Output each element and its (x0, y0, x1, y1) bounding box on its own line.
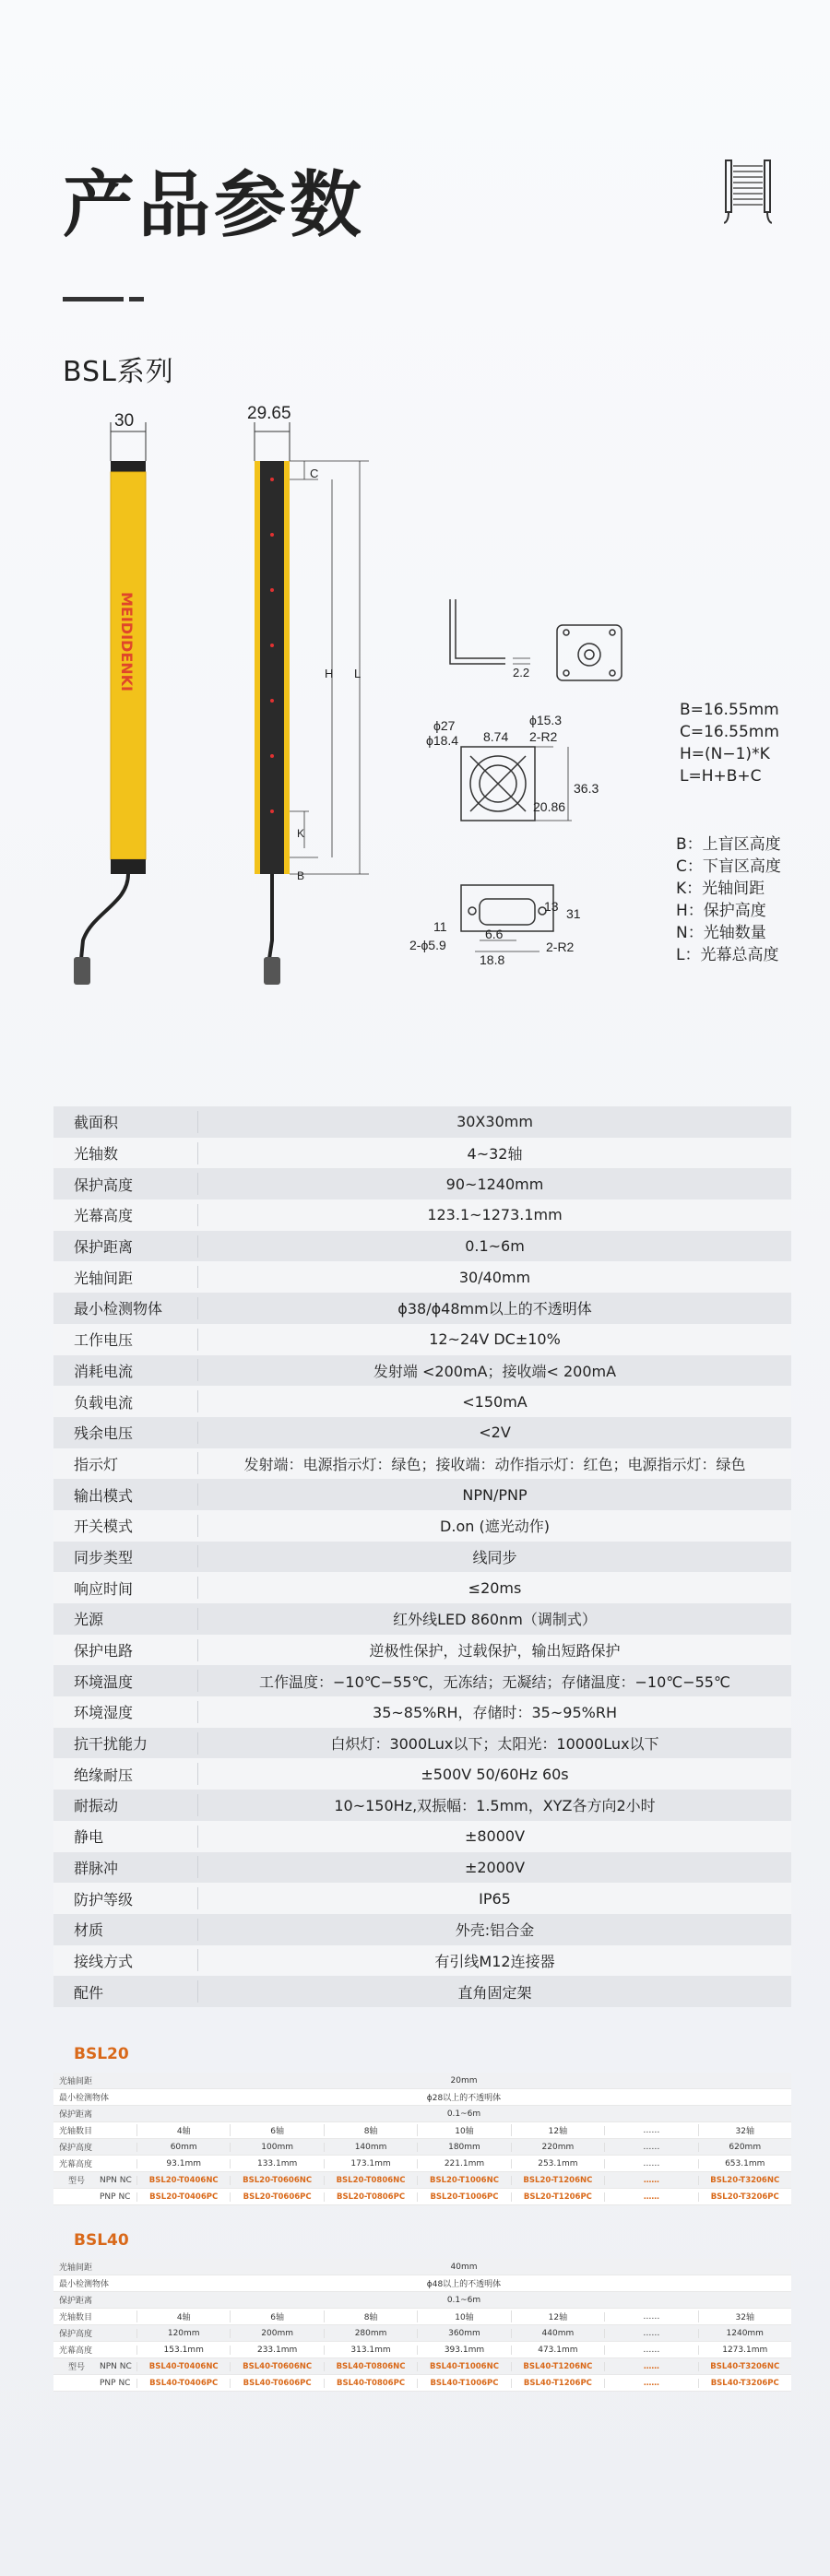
model-code: BSL20-T1006PC (417, 2192, 510, 2202)
model-output-label: NPN NC (100, 2175, 132, 2185)
spec-value: D.on (遮光动作) (440, 1518, 550, 1536)
spec-label: 残余电压 (74, 1424, 134, 1443)
model-title-bsl20: BSL20 (74, 2045, 129, 2063)
spec-value: 发射端：电源指示灯：绿色；接收端：动作指示灯：红色；电源指示灯：绿色 (243, 1455, 746, 1473)
side-view (247, 404, 369, 985)
model-row (53, 2325, 791, 2342)
model-row (53, 2073, 791, 2089)
spec-value: 外壳:铝合金 (455, 1921, 535, 1940)
model-row-label: 保护高度 (59, 2144, 93, 2153)
dim-phi153: ϕ15.3 (529, 713, 563, 727)
model-code: BSL40-T1006NC (417, 2362, 510, 2371)
model-cell: 4轴 (136, 2310, 230, 2322)
spec-value: ≤20ms (468, 1578, 522, 1597)
model-cell: …… (604, 2159, 697, 2168)
model-code: BSL20-T0806PC (324, 2192, 417, 2202)
label-C: C (310, 467, 319, 480)
spec-label: 截面积 (74, 1114, 119, 1132)
dim-r2a: 2-R2 (529, 729, 558, 744)
model-row-label: 保护距离 (59, 2110, 93, 2120)
key-item: B：上盲区高度 (676, 835, 781, 854)
spec-value: 4~32轴 (467, 1145, 523, 1164)
model-cell: 32轴 (698, 2124, 791, 2136)
bracket-side (450, 599, 530, 664)
spec-table (53, 1106, 791, 2007)
model-row-label: 光轴间距 (59, 2263, 93, 2273)
spec-row (53, 1355, 791, 1387)
dim-2086: 20.86 (533, 799, 566, 814)
spec-row (53, 1199, 791, 1231)
model-code: BSL40-T0806NC (324, 2362, 417, 2371)
spec-label: 防护等级 (74, 1890, 134, 1908)
dim-phi18: ϕ18.4 (426, 733, 459, 748)
model-cell: …… (604, 2126, 697, 2135)
model-row (53, 2189, 791, 2205)
dim-11: 11 (433, 919, 447, 934)
spec-row (53, 1728, 791, 1759)
spec-label: 群脉冲 (74, 1859, 119, 1877)
formula-item: L=H+B+C (680, 767, 762, 786)
brand-label: MEIDIDENKI (118, 592, 136, 691)
dim-r2b: 2-R2 (546, 939, 575, 954)
model-cell: 120mm (136, 2329, 230, 2338)
spec-label: 开关模式 (74, 1518, 134, 1536)
spec-value: 30/40mm (458, 1268, 531, 1286)
model-code: BSL20-T0406NC (136, 2176, 230, 2185)
spec-row (53, 1106, 791, 1138)
model-cell: …… (604, 2329, 697, 2338)
model-cell: 173.1mm (324, 2159, 417, 2168)
dim-363: 36.3 (574, 781, 599, 796)
spec-value: 30X30mm (456, 1113, 533, 1131)
dim-188: 18.8 (480, 952, 505, 967)
spec-label: 抗干扰能力 (74, 1735, 148, 1754)
spec-label: 保护高度 (74, 1176, 134, 1194)
model-cell: 313.1mm (324, 2346, 417, 2355)
spec-label: 负载电流 (74, 1393, 134, 1412)
spec-value: <2V (479, 1424, 511, 1442)
model-code: BSL40-T1006PC (417, 2379, 510, 2388)
model-row-value: 0.1~6m (446, 2295, 481, 2305)
label-L: L (354, 667, 362, 680)
model-row-label: 光幕高度 (59, 2160, 93, 2169)
page-title: 产品参数 (63, 164, 366, 247)
model-row (53, 2106, 791, 2122)
spec-label: 消耗电流 (74, 1362, 134, 1380)
spec-value: 逆极性保护，过载保护，输出短路保护 (369, 1642, 621, 1660)
model-code: BSL20-T3206NC (698, 2176, 791, 2185)
spec-label: 最小检测物体 (74, 1300, 163, 1318)
spec-label: 耐振动 (74, 1797, 119, 1815)
model-row-value: ϕ48以上的不透明体 (426, 2280, 502, 2289)
model-cell: 153.1mm (136, 2346, 230, 2355)
spec-label: 响应时间 (74, 1579, 134, 1598)
spec-label: 接线方式 (74, 1952, 134, 1970)
model-cell: 8轴 (324, 2310, 417, 2322)
spec-value: 35~85%RH，存储时：35~95%RH (373, 1704, 617, 1722)
spec-label: 环境温度 (74, 1672, 134, 1691)
key-item: C：下盲区高度 (676, 857, 781, 876)
model-cell: 200mm (230, 2329, 323, 2338)
model-code: …… (604, 2379, 697, 2388)
spec-row (53, 1261, 791, 1293)
model-code: BSL20-T1206NC (511, 2176, 604, 2185)
spec-row (53, 1635, 791, 1666)
key-item: K：光轴间距 (676, 880, 765, 898)
spec-label: 同步类型 (74, 1548, 134, 1566)
label-H: H (325, 667, 334, 680)
dim-width-front: 30 (114, 411, 135, 431)
model-cell: 8轴 (324, 2124, 417, 2136)
model-cell: 1273.1mm (698, 2346, 791, 2355)
model-cell: 220mm (511, 2143, 604, 2152)
model-type-label: 型号 (67, 2363, 85, 2372)
model-code: …… (604, 2192, 697, 2202)
model-type-label: 型号 (67, 2177, 85, 2186)
dim-2-2: 2.2 (513, 666, 530, 679)
model-row (53, 2375, 791, 2392)
model-code: BSL40-T0406NC (136, 2362, 230, 2371)
model-code: BSL40-T0806PC (324, 2379, 417, 2388)
spec-label: 保护距离 (74, 1238, 134, 1257)
spec-row (53, 1696, 791, 1728)
dim-66: 6.6 (485, 927, 504, 941)
model-cell: 12轴 (511, 2310, 604, 2322)
spec-value: 123.1~1273.1mm (427, 1206, 563, 1224)
spec-row (53, 1852, 791, 1884)
spec-row (53, 1821, 791, 1852)
model-cell: 473.1mm (511, 2346, 604, 2355)
spec-label: 光轴间距 (74, 1269, 134, 1287)
model-cell: 93.1mm (136, 2159, 230, 2168)
spec-row (53, 1603, 791, 1635)
model-code: BSL40-T0406PC (136, 2379, 230, 2388)
model-table-bsl20 (53, 2073, 791, 2205)
spec-row (53, 1665, 791, 1696)
spec-value: <150mA (462, 1392, 528, 1411)
model-cell: 133.1mm (230, 2159, 323, 2168)
formula-item: C=16.55mm (680, 723, 779, 741)
spec-row (53, 1758, 791, 1790)
spec-label: 光轴数 (74, 1145, 119, 1164)
model-code: BSL40-T0606NC (230, 2362, 323, 2371)
model-title-bsl40: BSL40 (74, 2231, 129, 2250)
model-row (53, 2275, 791, 2292)
key-item: N：光轴数量 (676, 924, 766, 942)
model-cell: 180mm (417, 2143, 510, 2152)
spec-value: 白炽灯：3000Lux以下；太阳光：10000Lux以下 (330, 1735, 659, 1754)
model-row (53, 2259, 791, 2275)
spec-value: ϕ38/ϕ48mm以上的不透明体 (397, 1300, 592, 1318)
model-table-bsl40 (53, 2259, 791, 2392)
spec-row (53, 1572, 791, 1603)
spec-row (53, 1945, 791, 1977)
model-cell: 10轴 (417, 2310, 510, 2322)
model-code: BSL40-T1206PC (511, 2379, 604, 2388)
spec-row (53, 1417, 791, 1448)
key-item: L：光幕总高度 (676, 946, 779, 964)
spec-value: IP65 (479, 1889, 511, 1908)
model-cell: 140mm (324, 2143, 417, 2152)
spec-label: 配件 (74, 1983, 104, 2002)
model-row-value: 0.1~6m (446, 2109, 481, 2119)
model-row-label: 光轴数目 (59, 2127, 93, 2136)
spec-row (53, 1293, 791, 1324)
spec-row (53, 1448, 791, 1480)
spec-value: ±2000V (464, 1858, 526, 1876)
model-cell: 6轴 (230, 2124, 323, 2136)
dim-phi59: 2-ϕ5.9 (409, 938, 446, 952)
formula-list (680, 699, 779, 787)
spec-value: ±500V 50/60Hz 60s (421, 1765, 569, 1783)
spec-row (53, 1168, 791, 1199)
model-cell: 653.1mm (698, 2159, 791, 2168)
spec-value: 有引线M12连接器 (434, 1952, 555, 1970)
model-cell: 221.1mm (417, 2159, 510, 2168)
spec-row (53, 1138, 791, 1169)
model-code: BSL40-T1206NC (511, 2362, 604, 2371)
model-output-label: PNP NC (100, 2192, 131, 2202)
spec-value: 12~24V DC±10% (429, 1330, 561, 1349)
model-row-label: 保护高度 (59, 2330, 93, 2339)
front-view (74, 411, 146, 985)
model-row-label: 光轴间距 (59, 2077, 93, 2086)
spec-value: 0.1~6m (465, 1237, 525, 1256)
model-row (53, 2342, 791, 2358)
spec-label: 材质 (74, 1921, 104, 1940)
spec-row (53, 1976, 791, 2007)
model-code: BSL40-T3206NC (698, 2362, 791, 2371)
spec-label: 环境湿度 (74, 1704, 134, 1722)
model-code: BSL20-T0606PC (230, 2192, 323, 2202)
model-row-label: 最小检测物体 (59, 2094, 110, 2103)
bracket-bottom (461, 885, 553, 951)
model-row (53, 2139, 791, 2156)
model-row (53, 2089, 791, 2106)
spec-label: 光源 (74, 1611, 104, 1629)
key-list (676, 833, 781, 966)
model-code: BSL40-T0606PC (230, 2379, 323, 2388)
model-code: BSL20-T1006NC (417, 2176, 510, 2185)
title-underline (63, 297, 124, 301)
bracket-top (557, 625, 622, 680)
model-row (53, 2156, 791, 2172)
model-cell: 4轴 (136, 2124, 230, 2136)
model-code: BSL20-T0606NC (230, 2176, 323, 2185)
model-cell: …… (604, 2143, 697, 2152)
spec-row (53, 1386, 791, 1417)
model-cell: 440mm (511, 2329, 604, 2338)
dim-13: 13 (544, 899, 559, 914)
spec-label: 静电 (74, 1828, 104, 1847)
spec-value: 10~150Hz,双振幅：1.5mm，XYZ各方向2小时 (334, 1797, 656, 1815)
model-code: BSL20-T0806NC (324, 2176, 417, 2185)
model-code: BSL20-T1206PC (511, 2192, 604, 2202)
spec-row (53, 1510, 791, 1542)
model-row-label: 光轴数目 (59, 2313, 93, 2322)
model-row-value: 20mm (450, 2075, 478, 2086)
spec-value: 直角固定架 (457, 1983, 532, 2002)
model-cell: …… (604, 2346, 697, 2355)
spec-value: 红外线LED 860nm（调制式） (393, 1611, 597, 1629)
model-cell: 12轴 (511, 2124, 604, 2136)
model-cell: 233.1mm (230, 2346, 323, 2355)
spec-row (53, 1231, 791, 1262)
model-code: BSL20-T0406PC (136, 2192, 230, 2202)
formula-item: B=16.55mm (680, 701, 779, 719)
spec-value: 线同步 (472, 1548, 517, 1566)
spec-row (53, 1790, 791, 1821)
spec-label: 光幕高度 (74, 1207, 134, 1225)
formula-item: H=(N−1)*K (680, 745, 770, 763)
model-cell: 620mm (698, 2143, 791, 2152)
dim-phi27: ϕ27 (433, 718, 456, 733)
model-cell: 393.1mm (417, 2346, 510, 2355)
model-row (53, 2309, 791, 2325)
model-row-value: ϕ28以上的不透明体 (426, 2094, 502, 2103)
dim-31: 31 (566, 906, 581, 921)
spec-label: 保护电路 (74, 1642, 134, 1660)
model-row (53, 2292, 791, 2309)
model-cell: 253.1mm (511, 2159, 604, 2168)
model-code: BSL40-T3206PC (698, 2379, 791, 2388)
model-row (53, 2122, 791, 2139)
light-curtain-icon (724, 157, 772, 225)
model-row-label: 光幕高度 (59, 2346, 93, 2356)
label-K: K (297, 827, 305, 840)
spec-value: 发射端 <200mA；接收端< 200mA (373, 1362, 617, 1380)
model-output-label: NPN NC (100, 2361, 132, 2371)
model-row (53, 2358, 791, 2375)
spec-row (53, 1883, 791, 1914)
model-cell: 280mm (324, 2329, 417, 2338)
dim-874: 8.74 (483, 729, 509, 744)
model-row-label: 最小检测物体 (59, 2280, 110, 2289)
spec-label: 指示灯 (74, 1455, 119, 1473)
model-cell: 10轴 (417, 2124, 510, 2136)
spec-value: NPN/PNP (462, 1485, 528, 1504)
spec-value: 工作温度：−10℃−55℃，无冻结；无凝结；存储温度：−10℃−55℃ (259, 1672, 730, 1691)
model-cell: 100mm (230, 2143, 323, 2152)
spec-row (53, 1542, 791, 1573)
spec-label: 输出模式 (74, 1486, 134, 1505)
model-cell: 1240mm (698, 2329, 791, 2338)
series-title: BSL系列 (63, 356, 174, 388)
key-item: H：保护高度 (676, 902, 766, 920)
model-code: BSL20-T3206PC (698, 2192, 791, 2202)
title-underline-dash (129, 297, 144, 301)
spec-value: ±8000V (464, 1827, 526, 1846)
model-row (53, 2172, 791, 2189)
spec-row (53, 1479, 791, 1510)
model-cell: 32轴 (698, 2310, 791, 2322)
model-row-value: 40mm (450, 2262, 478, 2272)
model-cell: 60mm (136, 2143, 230, 2152)
spec-row (53, 1914, 791, 1945)
model-code: …… (604, 2362, 697, 2371)
label-B: B (297, 869, 305, 882)
spec-row (53, 1324, 791, 1355)
model-code: …… (604, 2176, 697, 2185)
model-cell: 360mm (417, 2329, 510, 2338)
spec-value: 90~1240mm (445, 1175, 544, 1193)
model-output-label: PNP NC (100, 2378, 131, 2388)
model-cell: 6轴 (230, 2310, 323, 2322)
model-row-label: 保护距离 (59, 2297, 93, 2306)
model-cell: …… (604, 2312, 697, 2322)
spec-label: 绝缘耐压 (74, 1766, 134, 1784)
dim-width-side: 29.65 (247, 404, 291, 423)
spec-label: 工作电压 (74, 1331, 134, 1350)
